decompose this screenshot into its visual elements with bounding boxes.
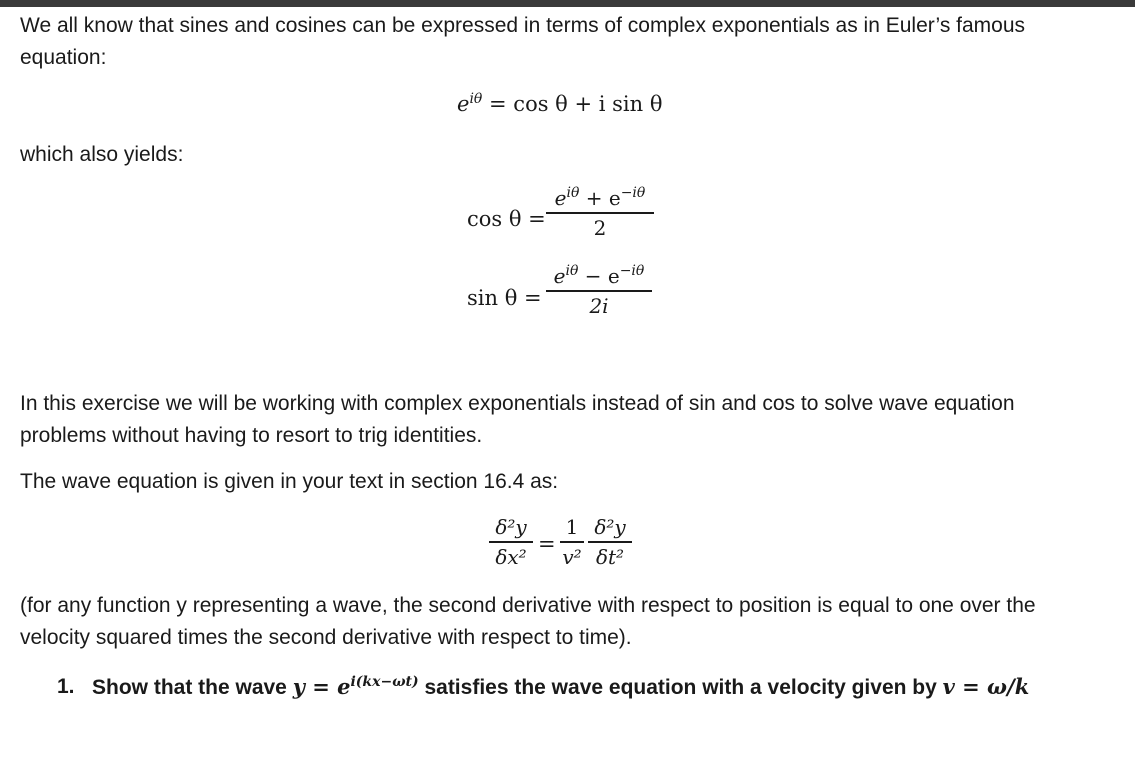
euler-lhs-base: e (457, 92, 470, 116)
euler-rhs: = cos θ + i sin θ (489, 92, 663, 116)
sin-denominator: 2i (589, 293, 609, 318)
intro-line-2: equation: (20, 46, 107, 69)
wave-left-bar (489, 541, 533, 543)
sin-fraction-bar (546, 290, 652, 292)
cos-numerator (546, 186, 654, 210)
sin-numerator (546, 264, 652, 288)
wave-left-denominator: δx² (495, 544, 527, 569)
question-math-y: y = e (292, 674, 351, 699)
sin-num-op: − e (578, 264, 620, 288)
sin-num-exp2: −iθ (619, 263, 645, 279)
wave-coef-fraction (560, 515, 584, 569)
question-math-v: v = ω/k (942, 674, 1030, 699)
sin-lhs: sin θ = (467, 286, 542, 310)
wave-coef-bar (560, 541, 584, 543)
cos-fraction-bar (546, 212, 654, 214)
sin-num-exp1: iθ (565, 263, 579, 279)
explanation-line-1: (for any function y representing a wave, the second derivative with respect to position is equal to one over the (20, 594, 1036, 617)
wave-right-numerator: δ²y (594, 515, 626, 539)
wave-right-fraction (588, 515, 632, 569)
exercise-line-1: In this exercise we will be working with complex exponentials instead of sin and cos to solve wave equation (20, 392, 1015, 415)
wave-equals: = (538, 532, 556, 556)
cos-num-e1: e (554, 186, 567, 210)
cos-lhs: cos θ = (467, 207, 546, 231)
cos-fraction (546, 186, 654, 240)
wave-left-fraction (489, 515, 533, 569)
top-border (0, 0, 1135, 7)
yields-text: which also yields: (20, 143, 184, 166)
wave-coef-denominator: v² (562, 544, 582, 569)
cos-num-op: + e (579, 186, 621, 210)
wave-coef-numerator: 1 (565, 515, 579, 539)
euler-lhs-exponent: iθ (469, 91, 483, 107)
euler-equation (457, 92, 662, 116)
question-text-a: Show that the wave (92, 676, 293, 699)
question-text (92, 671, 1029, 704)
wave-left-numerator: δ²y (495, 515, 527, 539)
cos-denominator: 2 (593, 215, 607, 240)
cos-num-exp1: iθ (566, 185, 580, 201)
question-math-exponent: i(kx−ωt) (350, 674, 419, 690)
question-text-b: satisfies the wave equation with a velocity given by (418, 676, 943, 699)
exercise-line-2: problems without having to resort to trig identities. (20, 424, 483, 447)
wave-intro-text: The wave equation is given in your text in section 16.4 as: (20, 470, 559, 493)
explanation-line-2: velocity squared times the second derivative with respect to time). (20, 626, 632, 649)
wave-right-bar (588, 541, 632, 543)
wave-right-denominator: δt² (595, 544, 625, 569)
cos-num-exp2: −iθ (620, 185, 646, 201)
sin-num-e1: e (553, 264, 566, 288)
intro-line-1: We all know that sines and cosines can be expressed in terms of complex exponentials as in Euler’s famous (20, 14, 1026, 37)
sin-fraction (546, 264, 652, 318)
question-number: 1. (57, 675, 75, 698)
